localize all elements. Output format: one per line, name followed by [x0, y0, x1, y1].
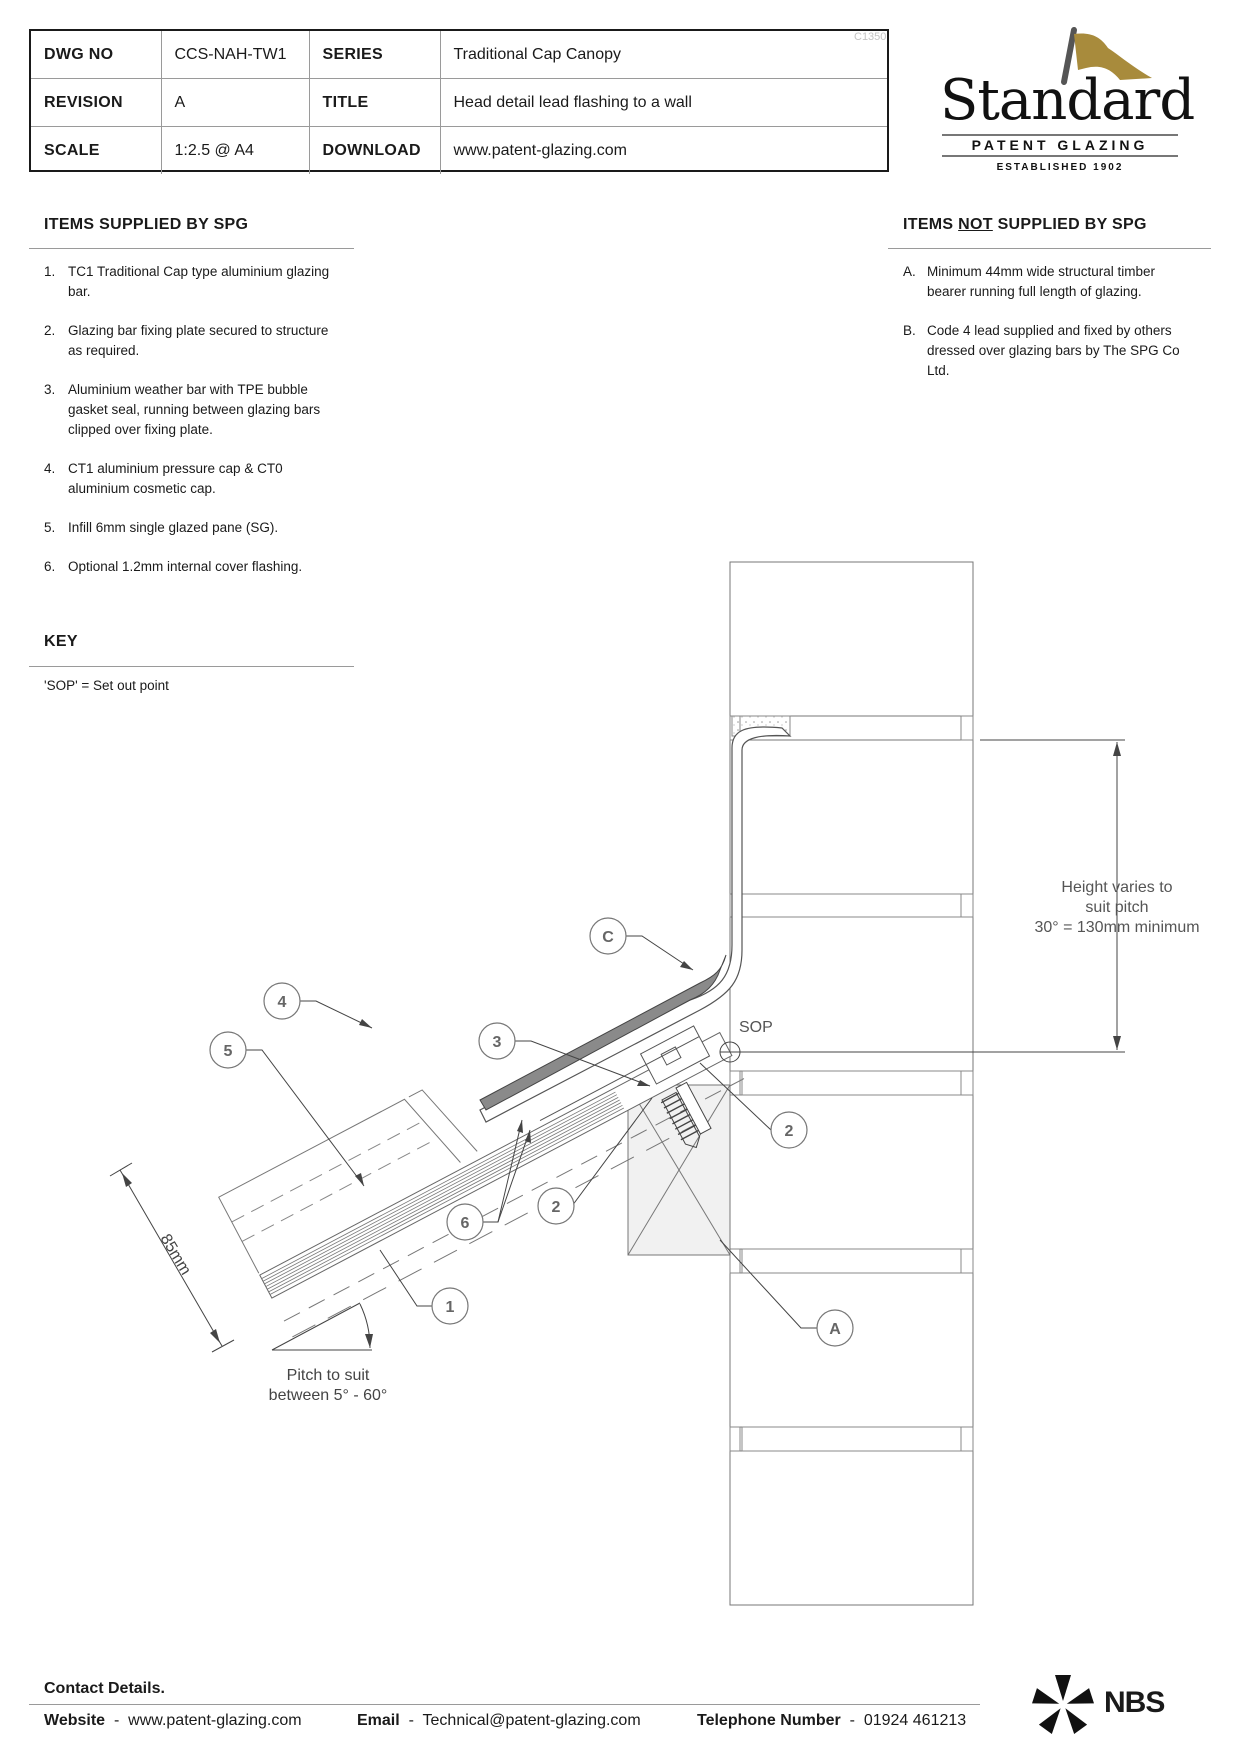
website-link[interactable]: www.patent-glazing.com	[128, 1712, 302, 1729]
height-note-line2: suit pitch	[1085, 899, 1149, 916]
download-link[interactable]: www.patent-glazing.com	[440, 127, 887, 175]
svg-text:2: 2	[784, 1123, 794, 1140]
footer-rule	[29, 1704, 980, 1705]
not-supplied-heading: ITEMS NOT SUPPLIED BY SPG	[903, 216, 1147, 233]
svg-text:3: 3	[492, 1034, 502, 1051]
series-label: SERIES	[309, 31, 440, 79]
title-label: TITLE	[309, 79, 440, 127]
key-text: 'SOP' = Set out point	[44, 678, 169, 693]
svg-text:2: 2	[551, 1199, 561, 1216]
doc-reference: C1350	[854, 31, 887, 43]
svg-text:6: 6	[460, 1215, 470, 1232]
brick-2	[730, 740, 973, 894]
footer-website: Website - www.patent-glazing.com	[44, 1712, 302, 1729]
revision-value: A	[161, 79, 309, 127]
email-link[interactable]: Technical@patent-glazing.com	[422, 1712, 641, 1729]
logo-subtitle: PATENT GLAZING	[971, 137, 1149, 153]
brick-6	[730, 1451, 973, 1605]
supplied-item: 2. Glazing bar fixing plate secured to structure as required.	[44, 323, 329, 358]
contact-heading: Contact Details.	[44, 1680, 165, 1697]
phone-number: 01924 461213	[863, 1712, 967, 1729]
supplied-heading: ITEMS SUPPLIED BY SPG	[44, 216, 249, 233]
logo-wordmark: Standard	[940, 68, 1195, 133]
svg-text:4: 4	[277, 994, 287, 1011]
title-value: Head detail lead flashing to a wall	[440, 79, 887, 127]
svg-text:1: 1	[445, 1299, 455, 1316]
not-supplied-item: B. Code 4 lead supplied and fixed by others dressed over glazing bars by The SPG Co Ltd.	[903, 323, 1180, 378]
footer-email: Email - Technical@patent-glazing.com	[357, 1712, 641, 1729]
nbs-wordmark: NBS	[1104, 1686, 1165, 1719]
scale-label: SCALE	[31, 127, 161, 175]
dimension-85-label: 85mm	[156, 1231, 195, 1279]
revision-label: REVISION	[31, 79, 161, 127]
supplied-item: 3. Aluminium weather bar with TPE bubble gasket seal, running between glazing bars clipped over fixing plate.	[44, 382, 321, 437]
supplied-item: 1. TC1 Traditional Cap type aluminium glazing bar.	[44, 264, 330, 299]
svg-text:C: C	[602, 929, 614, 946]
key-heading: KEY	[44, 633, 78, 650]
supplied-item: 6. Optional 1.2mm internal cover flashing.	[44, 559, 303, 574]
nbs-logo-icon	[1030, 1672, 1096, 1738]
dwg-no-value: CCS-NAH-TW1	[161, 31, 309, 79]
download-label: DOWNLOAD	[309, 127, 440, 175]
brick-3	[730, 917, 973, 1071]
supplied-item: 5. Infill 6mm single glazed pane (SG).	[44, 520, 279, 535]
sop-label: SOP	[739, 1019, 773, 1036]
supplied-item: 4. CT1 aluminium pressure cap & CT0 aluminium cosmetic cap.	[44, 461, 283, 496]
footer-phone: Telephone Number - 01924 461213	[697, 1712, 967, 1729]
scale-value: 1:2.5 @ A4	[161, 127, 309, 175]
brick-4	[730, 1095, 973, 1249]
dwg-no-label: DWG NO	[31, 31, 161, 79]
brick-1	[730, 562, 973, 716]
svg-text:A: A	[829, 1321, 841, 1338]
pitch-note-line2: between 5° - 60°	[268, 1387, 388, 1404]
series-value: Traditional Cap Canopy	[440, 31, 887, 79]
height-note-line1: Height varies to	[1061, 879, 1173, 896]
svg-text:5: 5	[223, 1043, 233, 1060]
not-supplied-item: A. Minimum 44mm wide structural timber bearer running full length of glazing.	[903, 264, 1156, 299]
pitch-note-line1: Pitch to suit	[286, 1367, 370, 1384]
logo-established: ESTABLISHED 1902	[996, 162, 1124, 173]
brick-5	[730, 1273, 973, 1427]
height-note-line3: 30° = 130mm minimum	[1034, 919, 1200, 936]
